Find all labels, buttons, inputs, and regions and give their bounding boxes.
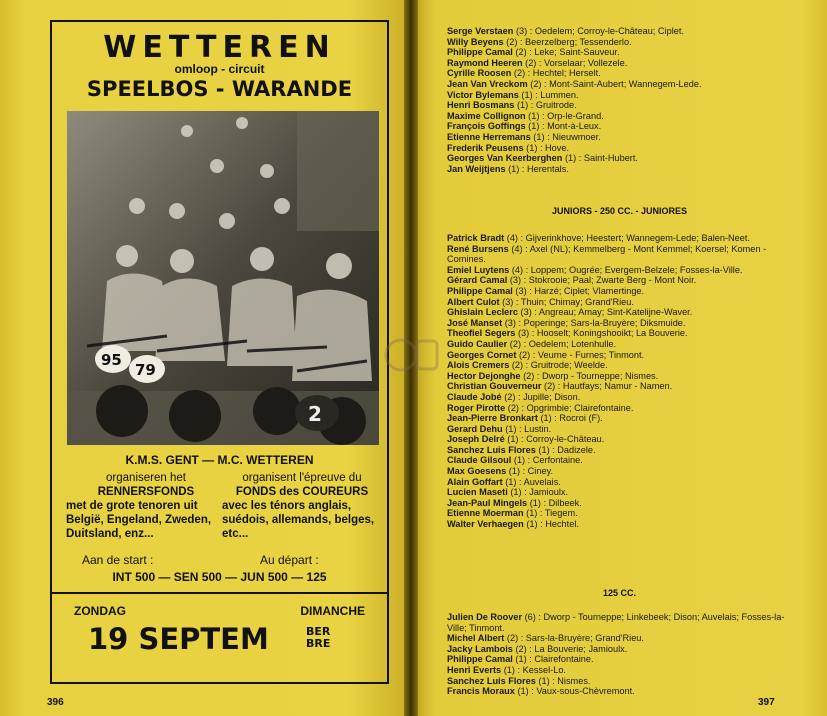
rider-name: Lucien Maseti — [447, 487, 508, 498]
rider-name: Etienne Herremans — [447, 131, 531, 142]
list-item — [447, 100, 792, 111]
rider-details: (2) : Hautfays; Namur - Namen. — [541, 381, 673, 392]
fr-line1: organisent l'épreuve du — [242, 472, 362, 484]
ad-clubs: K.M.S. GENT — M.C. WETTEREN — [125, 453, 314, 467]
list-item — [447, 121, 792, 132]
fr-line2: FONDS des COUREURS — [235, 486, 369, 498]
rider-name: Max Goesens — [447, 466, 507, 477]
rider-name: Albert Culot — [447, 296, 500, 307]
list-item — [447, 519, 792, 530]
rider-details: (1) : Kessel-Lo. — [501, 664, 566, 675]
start-label-fr: Au départ : — [260, 553, 319, 567]
rider-details: (3) : Stokrooie; Paal; Zwarte Berg - Mont Noir. — [507, 275, 697, 286]
list-item — [447, 111, 792, 122]
nl-line1: organiseren het — [106, 472, 186, 484]
rider-details: (1) : Orp-le-Grand. — [525, 110, 604, 121]
list-item — [447, 286, 792, 297]
date-suffix-fr: BRE — [306, 637, 331, 650]
rider-name: Jean-Paul Mingels — [447, 497, 528, 508]
date-suffix-nl: BER — [306, 625, 331, 638]
rider-details: (1) : Clairefontaine. — [512, 654, 594, 665]
rider-details: (1) : Hechtel. — [523, 519, 579, 530]
list-item — [447, 79, 792, 90]
rider-name: Alain Goffart — [447, 476, 503, 487]
start-label-nl: Aan de start : — [82, 553, 154, 567]
rider-details: (4) : Gijverinkhove; Heestert; Wannegem-Lede; Balen-Neet. — [504, 233, 750, 243]
rider-name: Maxime Collignon — [447, 110, 526, 121]
ad-french-column — [222, 471, 382, 541]
list-item — [447, 392, 792, 403]
rider-name: Gérard Camal — [447, 275, 508, 286]
rider-details: (1) : Dilbeek. — [527, 497, 582, 508]
rider-details: (1) : Lustin. — [502, 423, 552, 434]
entries-list-juniors — [447, 233, 792, 530]
list-item — [447, 445, 792, 456]
race-advertisement — [50, 20, 389, 684]
entries-list-125 — [447, 612, 792, 697]
motocross-riders-image — [67, 111, 379, 445]
rider-name: Jan Weijtjens — [447, 163, 506, 174]
rider-name: Alois Cremers — [447, 360, 510, 371]
rider-details: (1) : Auvelais. — [502, 476, 561, 487]
rider-name: Julien De Roover — [447, 612, 523, 622]
list-item — [447, 455, 792, 466]
rider-name: Victor Bylemans — [447, 89, 519, 100]
ad-venue: SPEELBOS - WARANDE — [86, 77, 353, 101]
rider-details: (1) : Mont-à-Leux. — [525, 121, 602, 132]
rider-name: Raymond Heeren — [447, 57, 523, 68]
rider-details: (2) : Leke; Saint-Sauveur. — [512, 47, 620, 58]
divider — [52, 592, 387, 594]
rider-details: (2) : La Bouverie; Jamioulx. — [512, 643, 628, 654]
list-item — [447, 307, 792, 318]
rider-details: (1) : Ciney. — [506, 466, 554, 477]
rider-details: (4) : Axel (NL); Kemmelberg - Mont Kemmel; Koersel; Komen - Comines. — [447, 243, 767, 265]
list-item — [447, 413, 792, 424]
watermark-stamp-icon — [383, 333, 441, 377]
bike-number-2: 2 — [308, 402, 322, 426]
list-item — [447, 633, 792, 644]
rider-details: (1) : Dadizele. — [535, 444, 596, 455]
list-item — [447, 132, 792, 143]
nl-line2: RENNERSFONDS — [97, 486, 195, 498]
list-item — [447, 153, 792, 164]
fr-line3: avec les ténors anglais, suédois, allemands, belges, etc... — [222, 500, 375, 540]
list-item — [447, 434, 792, 445]
rider-name: Gerard Dehu — [447, 423, 503, 434]
nl-line3: met de grote tenoren uit België, Engeland, Zweden, Duitsland, enz... — [66, 500, 212, 540]
list-item — [447, 665, 792, 676]
rider-details: (1) : Hove. — [523, 142, 570, 153]
list-item — [447, 328, 792, 339]
list-item — [447, 37, 792, 48]
rider-details: (3) : Angreau; Amay; Sint-Katelijne-Waver. — [517, 307, 693, 318]
rider-details: (3) : Oedelem; Corroy-le-Château; Ciplet. — [513, 26, 684, 36]
rider-name: Guido Caulier — [447, 338, 508, 349]
rider-name: Walter Verhaegen — [447, 519, 524, 530]
list-item — [447, 403, 792, 414]
event-date: 19 SEPTEM — [88, 622, 269, 656]
rider-name: Sanchez Luis Flores — [447, 675, 536, 686]
list-item — [447, 508, 792, 519]
rider-details: (3) : Poperinge; Sars-la-Bruyère; Diksmuide. — [502, 317, 686, 328]
rider-name: Philippe Camal — [447, 285, 513, 296]
list-item — [447, 654, 792, 665]
list-item — [447, 350, 792, 361]
rider-name: Georges Cornet — [447, 349, 517, 360]
rider-name: René Bursens — [447, 243, 509, 254]
list-item — [447, 47, 792, 58]
rider-name: Patrick Bradt — [447, 233, 505, 243]
rider-details: (2) : Hechtel; Herselt. — [511, 68, 601, 79]
list-item — [447, 466, 792, 477]
rider-details: (1) : Jamioulx. — [507, 487, 569, 498]
ad-title: WETTEREN — [103, 30, 336, 65]
rider-details: (3) : Harzé; Ciplet; Vlamertinge. — [512, 285, 645, 296]
rider-name: Sanchez Luis Flores — [447, 444, 536, 455]
list-item — [447, 68, 792, 79]
entries-list-top — [447, 26, 792, 174]
page-number-left: 396 — [47, 697, 64, 708]
rider-details: (1) : Vaux-sous-Chèvremont. — [514, 686, 635, 697]
rider-details: (2) : Sars-la-Bruyère; Grand'Rieu. — [504, 633, 644, 644]
list-item — [447, 612, 792, 633]
juniors-heading: JUNIORS - 250 CC. - JUNIORES — [551, 206, 688, 216]
ad-dutch-column — [66, 471, 226, 541]
rider-details: (2) : Oedelem; Lotenhulle. — [507, 338, 617, 349]
rider-details: (1) : Lummen. — [518, 89, 579, 100]
rider-details: (3) : Thuin; Chimay; Grand'Rieu. — [499, 296, 634, 307]
list-item — [447, 318, 792, 329]
rider-name: Georges Van Keerberghen — [447, 153, 563, 164]
rider-details: (1) : Corroy-le-Château. — [504, 434, 605, 445]
day-nl: ZONDAG — [74, 604, 126, 618]
page-number-right: 397 — [758, 697, 775, 708]
rider-details: (2) : Vorselaar; Vollezele. — [522, 57, 628, 68]
rider-name: Claude Jobé — [447, 391, 502, 402]
list-item — [447, 381, 792, 392]
bike-number-95: 95 — [101, 351, 122, 369]
entry-prices: INT 500 — SEN 500 — JUN 500 — 125 — [112, 570, 327, 584]
rider-name: Michel Albert — [447, 633, 505, 644]
list-item — [447, 686, 792, 697]
rider-details: (1) : Gruitrode. — [514, 100, 577, 111]
list-item — [447, 644, 792, 655]
rider-name: Cyrille Roosen — [447, 68, 512, 79]
rider-details: (2) : Dworp - Tourneppe; Nismes. — [520, 370, 659, 381]
list-item — [447, 676, 792, 687]
rider-details: (2) : Veurne - Furnes; Tinmont. — [516, 349, 645, 360]
rider-name: Philippe Camal — [447, 47, 513, 58]
rider-name: Henri Everts — [447, 664, 502, 675]
rider-name: François Goffings — [447, 121, 526, 132]
rider-name: Hector Dejonghe — [447, 370, 521, 381]
rider-details: (1) : Rocroi (F). — [537, 413, 603, 424]
ad-subtitle: omloop - circuit — [174, 62, 265, 76]
rider-name: Jean-Pierre Bronkart — [447, 413, 538, 424]
rider-name: Henri Bosmans — [447, 100, 515, 111]
rider-details: (1) : Herentals. — [505, 163, 569, 174]
list-item — [447, 265, 792, 276]
rider-name: Theofiel Segers — [447, 328, 516, 339]
rider-name: Serge Verstaen — [447, 26, 514, 36]
rider-details: (1) : Nismes. — [535, 675, 591, 686]
list-item — [447, 90, 792, 101]
list-item — [447, 371, 792, 382]
rider-details: (6) : Dworp - Tourneppe; Linkebeek; Dison; Auvelais; Fosses-la-Ville; Tinmont. — [447, 612, 785, 633]
rider-name: Francis Moraux — [447, 686, 515, 697]
list-item — [447, 58, 792, 69]
rider-details: (2) : Beerzelberg; Tessenderlo. — [503, 36, 632, 47]
day-fr: DIMANCHE — [300, 604, 365, 618]
list-item — [447, 275, 792, 286]
rider-name: Philippe Camal — [447, 654, 513, 665]
rider-details: (2) : Gruitrode; Weelde. — [509, 360, 608, 371]
list-item — [447, 143, 792, 154]
rider-details: (4) : Loppem; Ougrée; Evergem-Belzele; Fosses-la-Ville. — [509, 264, 743, 275]
rider-details: (2) : Mont-Saint-Aubert; Wannegem-Lede. — [527, 78, 702, 89]
list-item — [447, 487, 792, 498]
rider-name: Joseph Delré — [447, 434, 505, 445]
rider-details: (1) : Saint-Hubert. — [562, 153, 638, 164]
list-item — [447, 339, 792, 350]
list-item — [447, 233, 792, 244]
rider-details: (2) : Jupille; Dison. — [501, 391, 581, 402]
list-item — [447, 477, 792, 488]
rider-details: (3) : Hooselt; Koningshooikt; La Bouverie. — [515, 328, 688, 339]
rider-details: (2) : Opgrimbie; Clairefontaine. — [505, 402, 634, 413]
list-item — [447, 498, 792, 509]
rider-name: Etienne Moerman — [447, 508, 524, 519]
rider-details: (1) : Cerfontaine. — [511, 455, 583, 466]
rider-name: Jean Van Vreckom — [447, 78, 528, 89]
rider-details: (1) : Tiegem. — [523, 508, 578, 519]
rider-name: Willy Beyens — [447, 36, 504, 47]
bike-number-79: 79 — [135, 361, 156, 379]
rider-name: Emiel Luytens — [447, 264, 510, 275]
rider-name: Claude Gilsoul — [447, 455, 512, 466]
rider-name: Jacky Lambois — [447, 643, 513, 654]
rider-name: Roger Pirotte — [447, 402, 506, 413]
list-item — [447, 297, 792, 308]
list-item — [447, 244, 792, 265]
rider-details: (1) : Nieuwmoer. — [530, 131, 601, 142]
motocross-photo — [67, 111, 379, 445]
rider-name: Christian Gouverneur — [447, 381, 542, 392]
cc125-heading: 125 CC. — [602, 588, 637, 598]
event-date-suffix — [306, 626, 330, 650]
rider-name: José Manset — [447, 317, 503, 328]
list-item — [447, 424, 792, 435]
list-item — [447, 26, 792, 37]
rider-name: Frederik Peusens — [447, 142, 524, 153]
list-item — [447, 164, 792, 175]
rider-name: Ghislain Leclerc — [447, 307, 518, 318]
list-item — [447, 360, 792, 371]
